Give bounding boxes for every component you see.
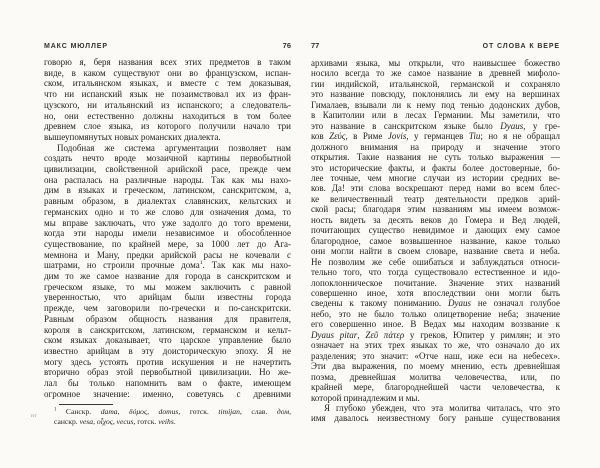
- running-head-right: [311, 41, 560, 50]
- text-line: разделения; это значит: «Отче наш, иже еси на небесех».: [311, 350, 560, 361]
- text-line: Подобная же система аргументации позволяет нам: [57, 142, 291, 153]
- text-line: короля в санскритском, латинском, германском и кельт-: [44, 324, 291, 335]
- text-line: прежде, чем заговорили по-гречески и по-санскритски.: [44, 303, 291, 314]
- text-line: виде, в каком существуют они во французском, испан-: [44, 67, 291, 78]
- text-line: мемнона и Ману, предки арийской расы не кочевали с: [44, 249, 291, 260]
- page-number-right: 77: [311, 41, 320, 50]
- text-line: могу здесь устоять против искушения и не начертить: [44, 356, 291, 367]
- text-line: архивами языка, мы открыли, что наивысшее божество: [311, 58, 560, 68]
- text-line: мы вправе заключать, что уже задолго до того времени,: [44, 217, 291, 228]
- text-line: равным образом, в диалектах славянских, кельтских и: [44, 196, 291, 207]
- text-line: это исторические факты, и факты более достоверные, бо-: [311, 162, 560, 173]
- text-line: греческом языке, то мы можем заключить с равной: [44, 281, 291, 292]
- text-line: лопоклонническое почитание. Значение этих названий: [311, 277, 560, 288]
- text-line: Я глубоко убежден, что эта молитва читалась, что это: [324, 402, 560, 413]
- text-line: ском языках доказывает, что царское управление было: [44, 335, 291, 346]
- text-line: означает на этих трех языках то же, что означало до их: [311, 340, 560, 351]
- text-line: его совершенно иное. В Ведах мы находим воззвание к: [311, 319, 560, 330]
- text-line: шатрами, но строили прочные дома$^1$. Так как мы нахо-: [44, 260, 291, 271]
- text-line: $^1$ Санскр. dama, δόμος, domus, готск. timijan, слав. дом,: [54, 407, 292, 416]
- text-line: дим то же самое название для города в санскритском и: [44, 271, 291, 282]
- body-text-right: [311, 58, 560, 424]
- page-right: [311, 0, 560, 468]
- text-line: цузского, ни итальянский из испанского; а следователь-: [44, 99, 291, 110]
- text-line: в Капитолии или в лесах Германии. Мы заметили, что: [311, 110, 560, 121]
- running-head-title: ОТ СЛОВА К ВЕРЕ: [482, 43, 560, 50]
- text-line: огромное значение: именно, советуясь с древними: [44, 388, 291, 399]
- text-line: Dyaus pitar, Ζεῦ πάτερ у греков, Юпитер у римлян; и это: [311, 329, 561, 340]
- text-line: Гималаев, взывали ли к нему под тенью додонских дубов,: [311, 99, 560, 110]
- text-line: совершенно иное, хотя впоследствии они могли быть: [311, 287, 560, 298]
- text-line: уверенностью, что арийцам были известны города: [44, 292, 291, 303]
- text-line: гии индийской, итальянской, германской и сохраняло: [311, 78, 560, 89]
- running-head-left: [44, 41, 291, 50]
- page-number-left: 76: [282, 41, 291, 50]
- text-line: цивилизации, свойственной арийской расе, прежде чем: [44, 164, 291, 175]
- text-line: лее точные, чем многие случаи из истории средних ве-: [311, 172, 560, 183]
- text-line: сведены к такому пониманию. Dyaus не означал голубое: [311, 298, 560, 309]
- text-line: создать нечто вроде мозаичной картины первобытной: [44, 153, 291, 164]
- text-line: это название повсюду, поклонялись ли ему на вершинах: [311, 89, 560, 100]
- text-line: ской расы; благодаря этим названиям мы имеем возмож-: [311, 204, 560, 215]
- text-line: Эти два выражения, по моему мнению, есть древнейшая: [311, 361, 560, 372]
- page-left: [31, 0, 292, 468]
- text-line: древнем слое языка, из которого получили начало три: [44, 121, 291, 132]
- body-text-left: [44, 57, 291, 400]
- text-line: ском, итальянском языках, и вместе с тем доказывая,: [44, 78, 291, 89]
- text-line: благородное, самое возвышенное название, какое только: [311, 235, 560, 246]
- text-line: санскр. vesa, οἶχος, vecus, готск. veihs.: [54, 417, 176, 427]
- text-line: поэма, древнейшая молитва человечества, или, по: [311, 371, 560, 382]
- text-line: говорю я, беря названия всех этих предметов в таком: [44, 57, 291, 67]
- margin-print-mark: нт: [31, 413, 38, 419]
- text-line: открытия. Такие названия не суть только выражения —: [311, 152, 560, 163]
- text-line: ков Ζεύς, в Риме Jovis, у германцев Tiu; но я не обращал: [311, 131, 561, 142]
- footnote: [44, 407, 291, 427]
- text-line: Равным образом общность названия для правителя,: [44, 313, 291, 324]
- text-line: имя давалось неизвестному богу раньше существования: [311, 413, 560, 424]
- text-line: должного внимания на природу и значение этого: [311, 141, 560, 152]
- text-line: известно арийцам в эту доисторическую эпоху. Я не: [44, 345, 291, 356]
- footnote-rule: [59, 404, 113, 405]
- text-line: но, они естественно должны находиться в том более: [44, 110, 291, 121]
- text-line: которой принадлежим и мы.: [311, 392, 420, 403]
- text-line: тельно того, что тогда существовало естественное и идо-: [311, 267, 560, 278]
- text-line: лал бы только напомнить вам о факте, имеющем: [44, 378, 291, 389]
- text-line: почитающих существо невидимое и дающих ему самое: [311, 225, 560, 236]
- running-head-author: МАКС МЮЛЛЕР: [44, 43, 108, 50]
- text-line: Не позволим же себе ошибаться и заблуждаться относи-: [311, 256, 560, 267]
- text-line: ность видеть за десять веков до Гомера и Вед людей,: [311, 214, 560, 225]
- text-line: они могли найти в своем словаре, название света и неба.: [311, 246, 560, 257]
- text-line: германских одно и то же слово для означения дома, то: [44, 206, 291, 217]
- text-line: носило всегда то же самое название в древней мифоло-: [311, 68, 560, 79]
- text-line: небо, это не было только олицетворение неба; значение: [311, 308, 560, 319]
- text-line: вышеупомянутых новых романских диалекта.: [44, 131, 221, 142]
- text-line: это название в санскритском языке было Dyaus, у гре-: [311, 120, 560, 131]
- text-line: что ни испанский язык не позаимствовал их из фран-: [44, 89, 291, 100]
- text-line: ке величественный театр деятельности предков арий-: [311, 193, 560, 204]
- text-line: когда эти народы имели независимое и обособленное: [44, 228, 291, 239]
- text-line: существование, по крайней мере, за 1000 лет до Ага-: [44, 238, 291, 249]
- text-line: она распалась на различные народы. Так как мы нахо-: [44, 174, 291, 185]
- text-line: ков. Да! эти слова воскрешают перед нами во всем блес-: [311, 183, 560, 194]
- text-line: дим в языках и греческом, латинском, санскритском, а,: [44, 185, 291, 196]
- text-line: крайней мере, благороднейшей части человечества, к: [311, 382, 560, 393]
- text-line: вторично образ этой первобытной цивилизации. Но же-: [44, 367, 291, 378]
